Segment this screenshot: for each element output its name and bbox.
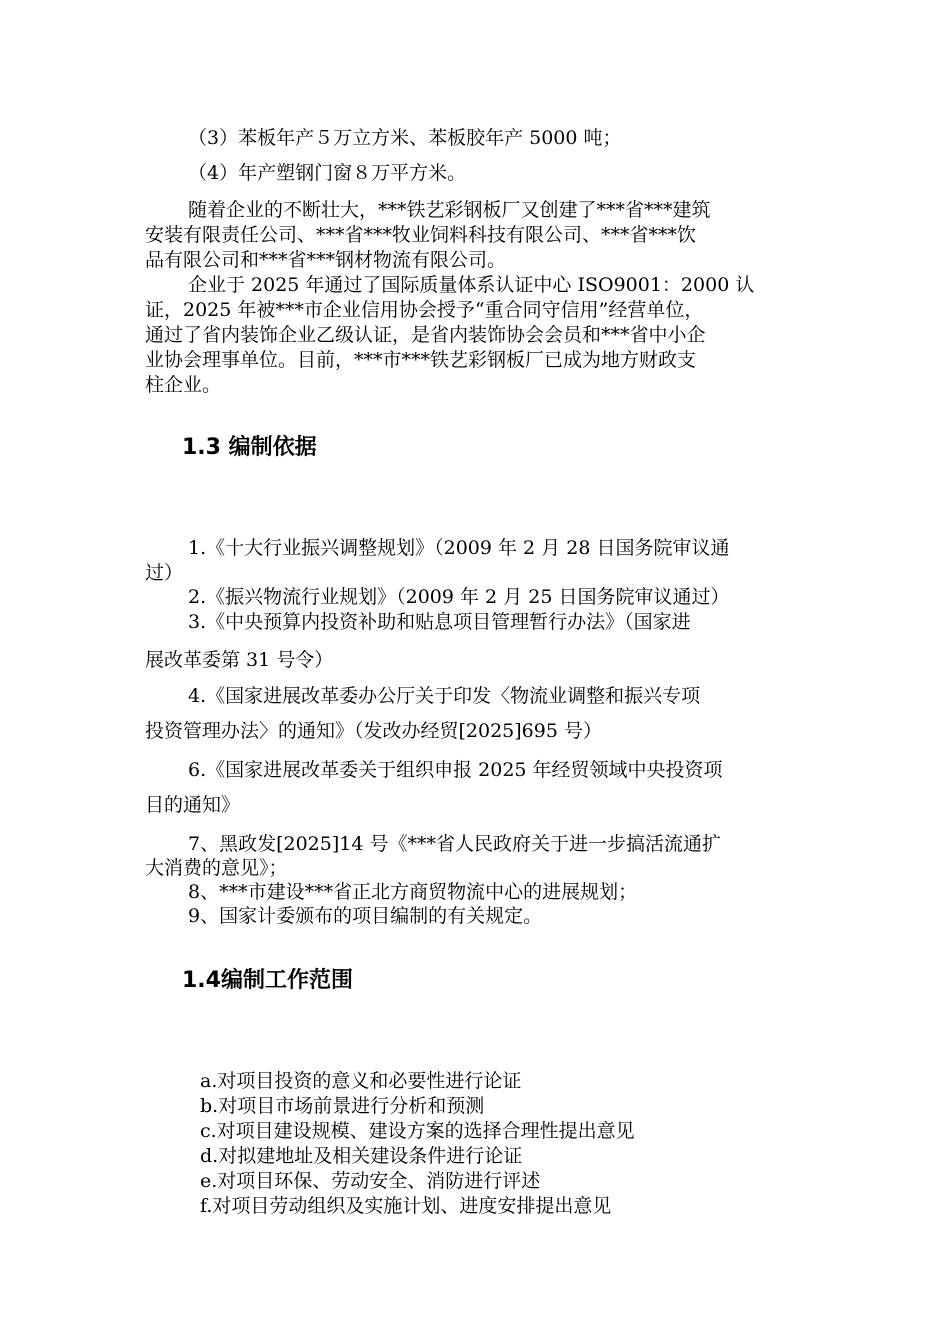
- basis-item: 3.《中央预算内投资补助和贴息项目管理暂行办法》（国家进: [188, 611, 691, 633]
- paragraph-line: 安装有限责任公司、***省***牧业饲料科技有限公司、***省***饮: [145, 224, 697, 246]
- paragraph-line: 通过了省内装饰企业乙级认证，是省内装饰协会会员和***省中小企: [145, 324, 706, 346]
- list-item: （3）苯板年产５万立方米、苯板胶年产 5000 吨；: [188, 127, 622, 149]
- basis-item: 2.《振兴物流行业规划》（2009 年 2 月 25 日国务院审议通过）: [188, 586, 730, 608]
- basis-item-cont: 过）: [145, 562, 184, 584]
- paragraph-line: 业协会理事单位。目前，***市***铁艺彩钢板厂已成为地方财政支: [145, 349, 697, 371]
- scope-item: c.对项目建设规模、建设方案的选择合理性提出意见: [200, 1120, 635, 1142]
- basis-item: 6.《国家进展改革委关于组织申报 2025 年经贸领域中央投资项: [188, 759, 723, 781]
- basis-item: 9、国家计委颁布的项目编制的有关规定。: [188, 905, 543, 927]
- basis-item: 4.《国家进展改革委办公厅关于印发〈物流业调整和振兴专项: [188, 685, 701, 707]
- paragraph-line: 企业于 2025 年通过了国际质量体系认证中心 ISO9001：2000 认: [188, 274, 755, 296]
- basis-item-cont: 展改革委第 31 号令）: [145, 649, 334, 671]
- scope-item: d.对拟建地址及相关建设条件进行论证: [200, 1145, 523, 1167]
- paragraph-line: 品有限公司和***省***钢材物流有限公司。: [145, 249, 507, 271]
- basis-item-cont: 目的通知》: [145, 794, 241, 816]
- basis-item-cont: 投资管理办法〉的通知》（发改办经贸[2025]695 号）: [145, 720, 602, 742]
- basis-item: 8、***市建设***省正北方商贸物流中心的进展规划；: [188, 881, 638, 903]
- section-heading-1-4: 1.4编制工作范围: [182, 968, 353, 993]
- scope-item: b.对项目市场前景进行分析和预测: [200, 1095, 485, 1117]
- paragraph-line: 柱企业。: [145, 374, 222, 396]
- basis-item: 1.《十大行业振兴调整规划》（2009 年 2 月 28 日国务院审议通: [188, 537, 730, 559]
- scope-item: a.对项目投资的意义和必要性进行论证: [200, 1070, 522, 1092]
- scope-item: f.对项目劳动组织及实施计划、进度安排提出意见: [200, 1195, 612, 1217]
- basis-item-cont: 大消费的意见》；: [145, 857, 288, 879]
- list-item: （4）年产塑钢门窗８万平方米。: [188, 162, 467, 184]
- paragraph-line: 证，2025 年被***市企业信用协会授予“重合同守信用”经营单位，: [145, 299, 704, 321]
- paragraph-line: 随着企业的不断壮大，***铁艺彩钢板厂又创建了***省***建筑: [188, 199, 711, 221]
- basis-item: 7、黑政发[2025]14 号《***省人民政府关于进一步搞活流通扩: [188, 833, 721, 855]
- section-heading-1-3: 1.3 编制依据: [182, 435, 317, 460]
- scope-item: e.对项目环保、劳动安全、消防进行评述: [200, 1170, 541, 1192]
